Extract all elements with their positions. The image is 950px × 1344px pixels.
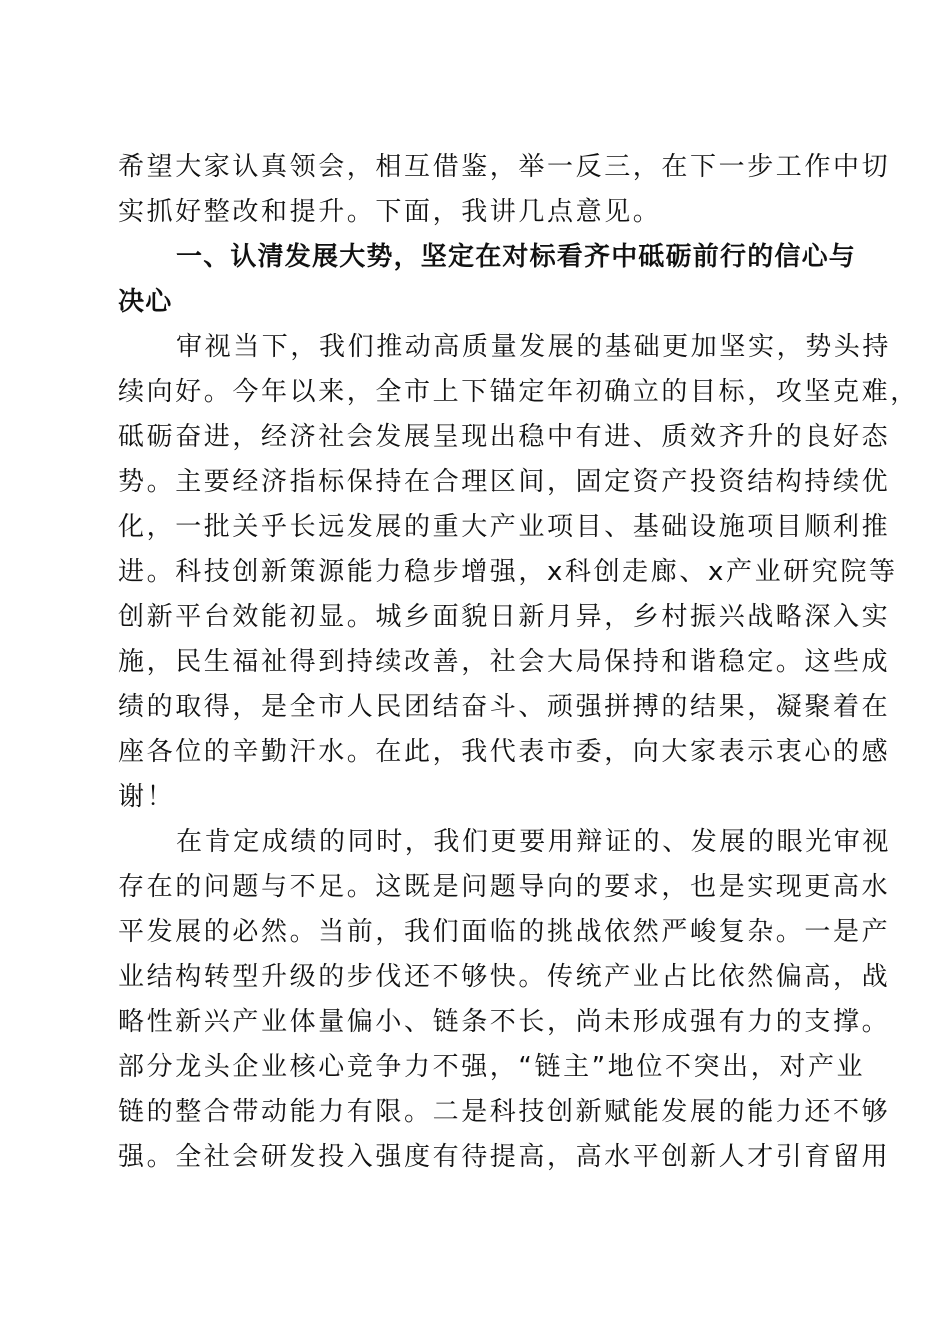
text-line: 创新平台效能初显。城乡面貌日新月异，乡村振兴战略深入实	[118, 602, 891, 632]
text-line: 势。主要经济指标保持在合理区间，固定资产投资结构持续优	[118, 467, 891, 497]
text-line: 强。全社会研发投入强度有待提高，高水平创新人才引育留用	[118, 1142, 891, 1172]
text-line: 座各位的辛勤汗水。在此，我代表市委，向大家表示衷心的感	[118, 737, 891, 767]
text-line: 略性新兴产业体量偏小、链条不长，尚未形成强有力的支撑。	[118, 1007, 891, 1037]
paragraph-closing-intro	[118, 145, 891, 235]
text-line: 谢！	[118, 782, 176, 812]
document-page	[118, 145, 919, 1180]
text-line: 续向好。今年以来，全市上下锚定年初确立的目标，攻坚克难，	[118, 377, 919, 407]
section-heading-1	[118, 235, 857, 325]
text-line: 存在的问题与不足。这既是问题导向的要求，也是实现更高水	[118, 872, 891, 902]
text-line: 平发展的必然。当前，我们面临的挑战依然严峻复杂。一是产	[118, 917, 891, 947]
heading-line: 决心	[118, 287, 173, 317]
text-line: 部分龙头企业核心竞争力不强，“链主”地位不突出，对产业	[118, 1052, 866, 1082]
text-line: 进。科技创新策源能力稳步增强，x科创走廊、x产业研究院等	[118, 557, 898, 587]
text-line: 业结构转型升级的步伐还不够快。传统产业占比依然偏高，战	[118, 962, 891, 992]
text-line: 绩的取得，是全市人民团结奋斗、顽强拼搏的结果，凝聚着在	[118, 692, 891, 722]
text-line: 砥砺奋进，经济社会发展呈现出稳中有进、质效齐升的良好态	[118, 422, 891, 452]
paragraph-challenges	[118, 820, 892, 1180]
text-line: 在肯定成绩的同时，我们更要用辩证的、发展的眼光审视	[176, 827, 892, 857]
text-line: 希望大家认真领会，相互借鉴，举一反三，在下一步工作中切	[118, 152, 891, 182]
text-line: 施，民生福祉得到持续改善，社会大局保持和谐稳定。这些成	[118, 647, 891, 677]
text-line: 化，一批关乎长远发展的重大产业项目、基础设施项目顺利推	[118, 512, 891, 542]
paragraph-achievements	[118, 325, 919, 820]
text-line: 链的整合带动能力有限。二是科技创新赋能发展的能力还不够	[118, 1097, 891, 1127]
text-line: 实抓好整改和提升。下面，我讲几点意见。	[118, 197, 662, 227]
text-line: 审视当下，我们推动高质量发展的基础更加坚实，势头持	[176, 332, 892, 362]
heading-line: 一、认清发展大势，坚定在对标看齐中砥砺前行的信心与	[176, 242, 857, 272]
